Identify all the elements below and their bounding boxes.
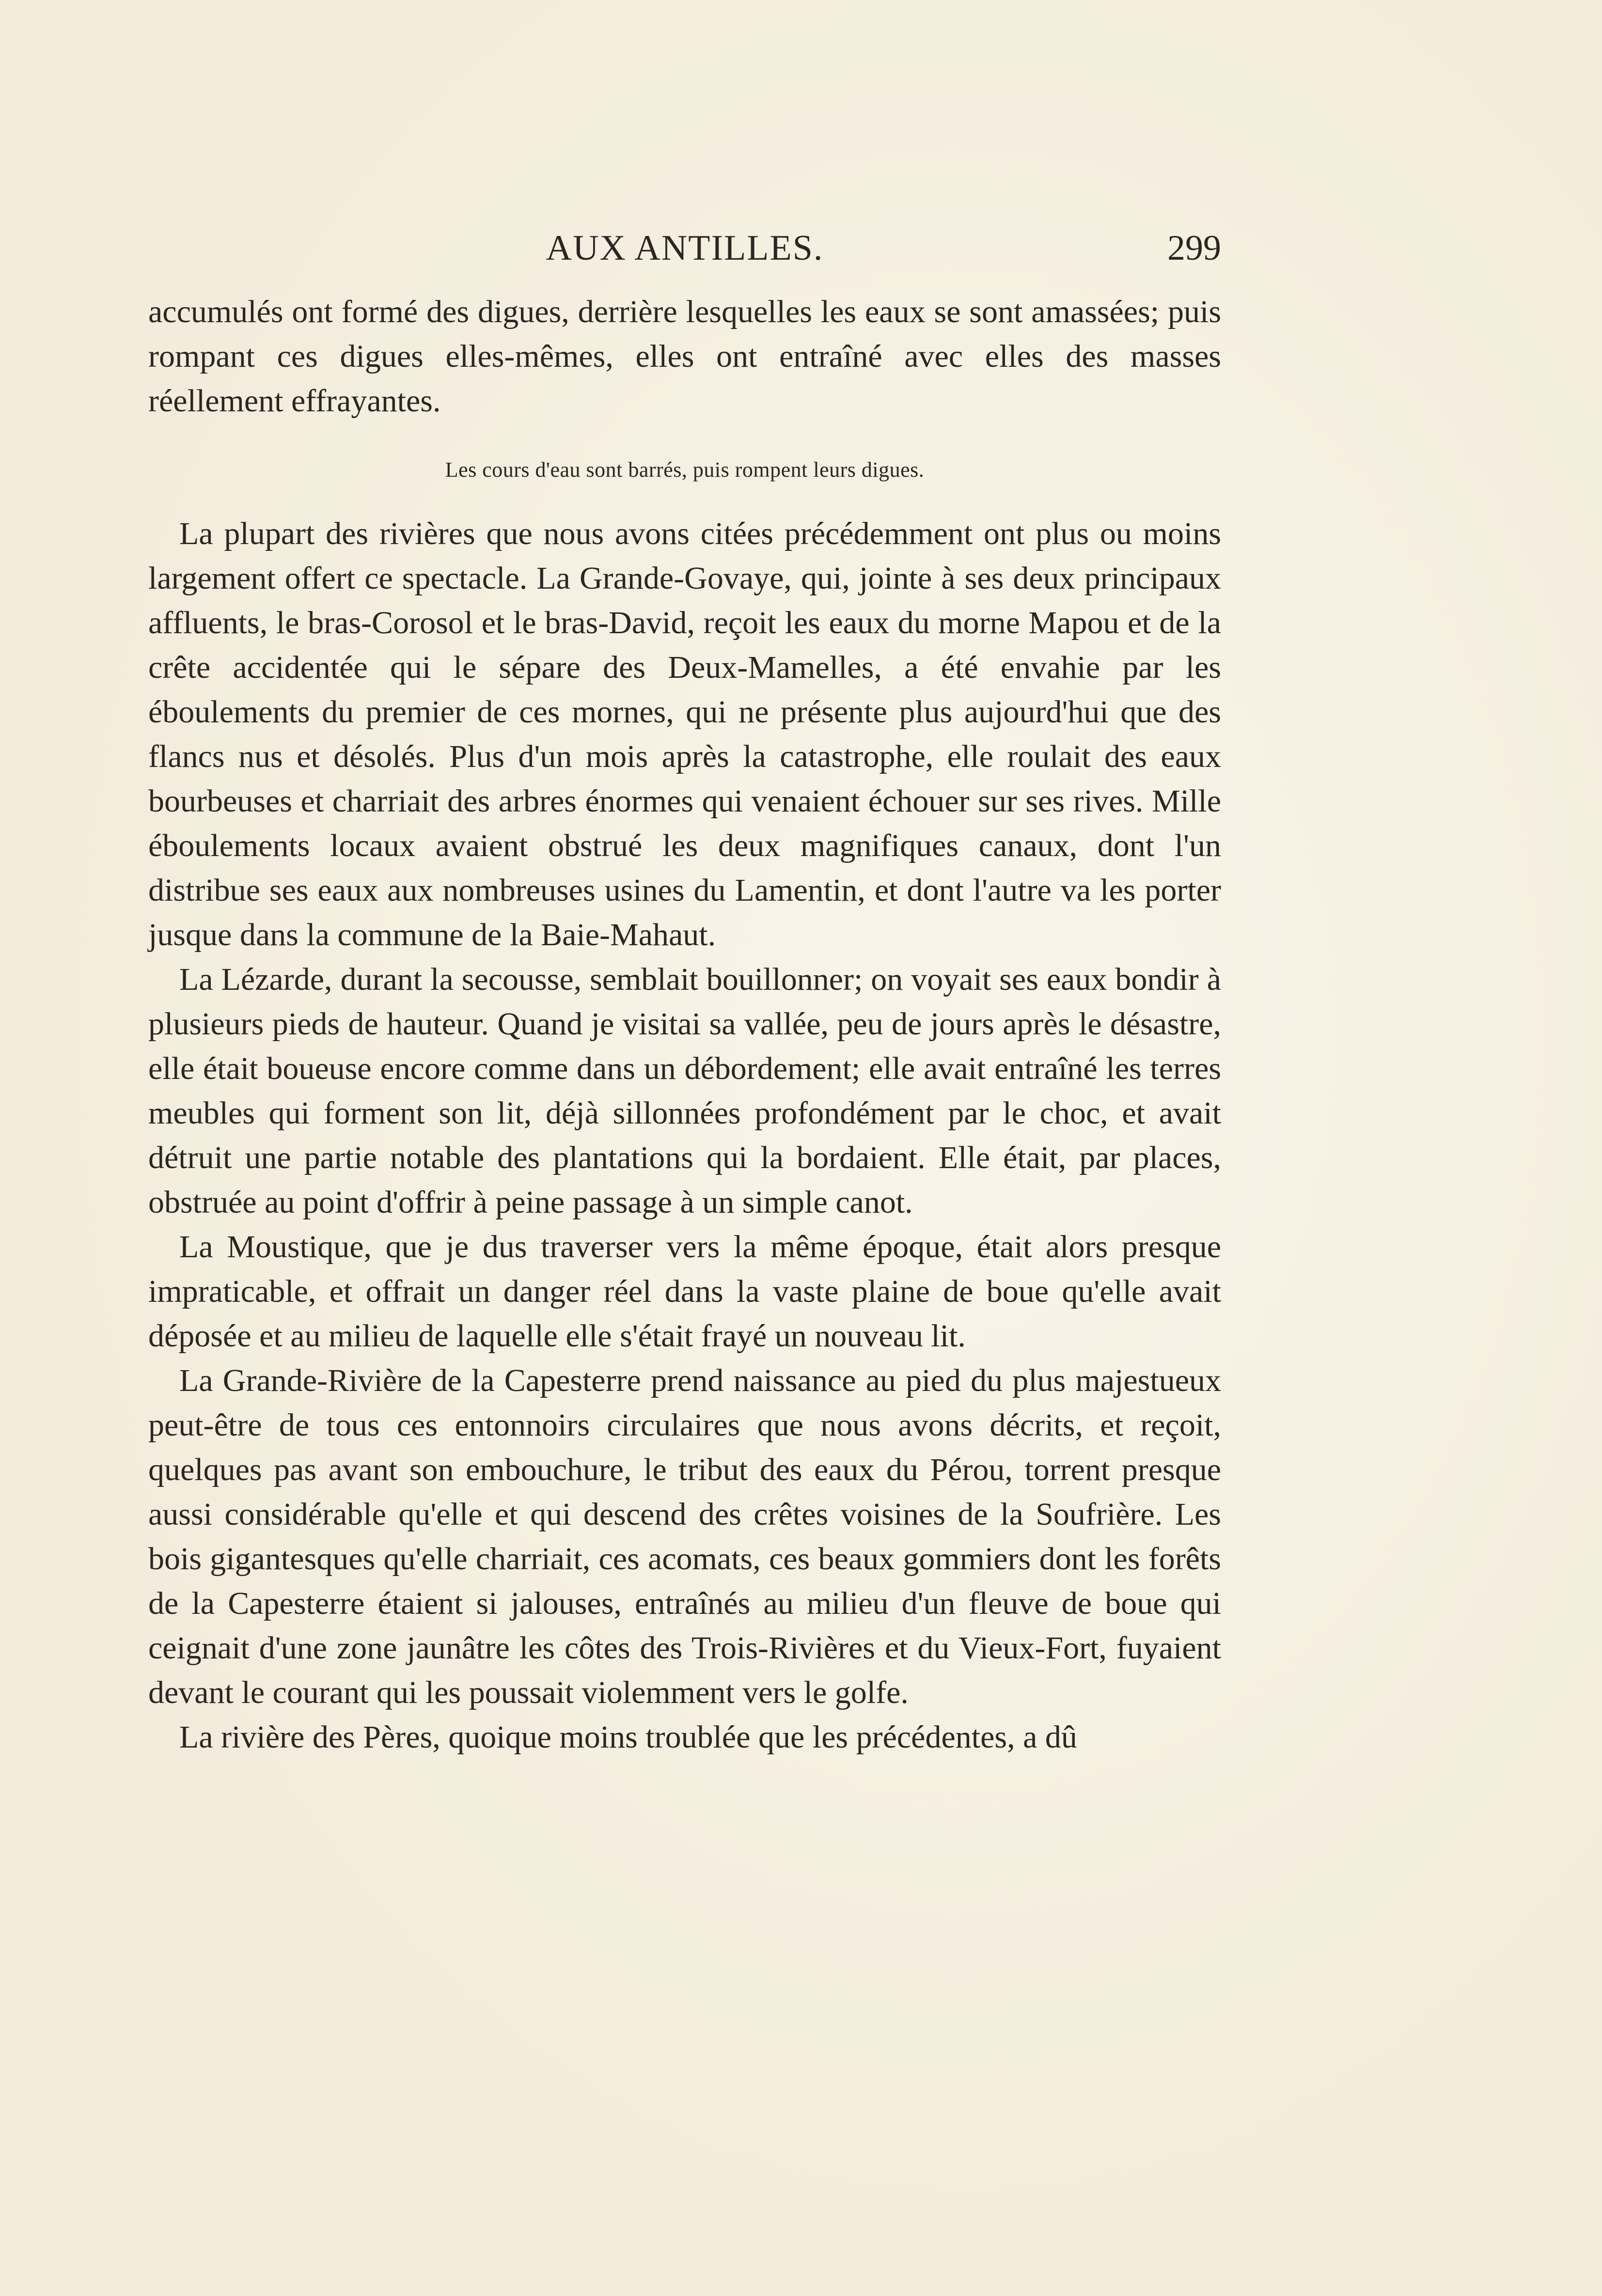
paragraph: La Moustique, que je dus traverser vers la même époque, était alors presque impraticable, et offrait un danger réel dans la vaste plaine de boue qu'elle avait déposée et au milieu de laquelle elle s'était frayé un nouveau lit. bbox=[148, 1229, 1221, 1354]
running-title: AUX ANTILLES. bbox=[546, 228, 824, 268]
page-header bbox=[148, 228, 1221, 281]
text-block bbox=[148, 290, 1221, 1760]
page-number: 299 bbox=[1167, 228, 1221, 268]
paragraph: La Lézarde, durant la secousse, semblait bouillonner; on voyait ses eaux bondir à plusieurs pieds de hauteur. Quand je visitai sa vallée, peu de jours après le désastre, elle était boueuse encore comme dans un débordement; elle avait entraîné les terres meubles qui forment son lit, déjà sillonnées profondément par le choc, et avait détruit une partie notable des plantations qui la bordaient. Elle était, par places, obstruée au point d'offrir à peine passage à un simple canot. bbox=[148, 962, 1221, 1220]
paragraph-continued: accumulés ont formé des digues, derrière lesquelles les eaux se sont amassées; puis rompant ces digues elles-mêmes, elles ont entraîné avec elles des masses réellement effrayantes. bbox=[148, 294, 1221, 419]
paragraph: La plupart des rivières que nous avons citées précédemment ont plus ou moins largement offert ce spectacle. La Grande-Govaye, qui, jointe à ses deux principaux affluents, le bras-Corosol et le bras-David, reçoit les eaux du morne Mapou et de la crête accidentée qui le sépare des Deux-Mamelles, a été envahie par les éboulements du premier de ces mornes, qui ne présente plus aujourd'hui que des flancs nus et désolés. Plus d'un mois après la catastrophe, elle roulait des eaux bourbeuses et charriait des arbres énormes qui venaient échouer sur ses rives. Mille éboulements locaux avaient obstrué les deux magnifiques canaux, dont l'un distribue ses eaux aux nombreuses usines du Lamentin, et dont l'autre va les porter jusque dans la commune de la Baie-Mahaut. bbox=[148, 516, 1221, 953]
section-sidenote: Les cours d'eau sont barrés, puis rompent leurs digues. bbox=[445, 458, 925, 482]
paragraph: La Grande-Rivière de la Capesterre prend naissance au pied du plus majestueux peut-être de tous ces entonnoirs circulaires que nous avons décrits, et reçoit, quelques pas avant son embouchure, le tribut des eaux du Pérou, torrent presque aussi considérable qu'elle et qui descend des crêtes voisines de la Soufrière. Les bois gigantesques qu'elle charriait, ces acomats, ces beaux gommiers dont les forêts de la Capesterre étaient si jalouses, entraînés au milieu d'un fleuve de boue qui ceignait d'une zone jaunâtre les côtes des Trois-Rivières et du Vieux-Fort, fuyaient devant le courant qui les poussait violemment vers le golfe. bbox=[148, 1363, 1221, 1710]
paragraph: La rivière des Pères, quoique moins troublée que les précédentes, a dû bbox=[179, 1719, 1077, 1755]
